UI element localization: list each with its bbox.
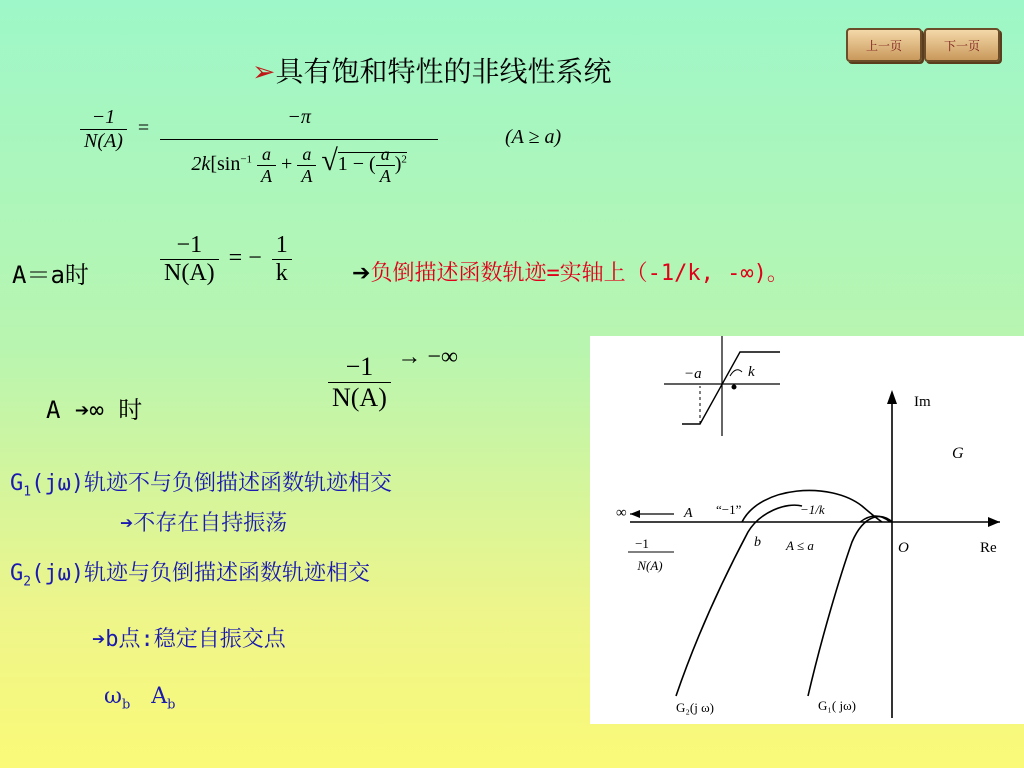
condition-text: (A ≥ a) [505,126,562,148]
case2-rhs: → −∞ [397,344,459,370]
g-label: G [952,445,964,462]
case1-rhs-den: k [275,260,288,286]
prev-page-button[interactable]: 上一页 [846,28,922,62]
minus-one-label: “−1” [716,502,742,517]
lhs-numerator: −1 [80,106,127,130]
rhs-numerator: −π [160,106,438,140]
g1-conclusion: ➔不存在自持振荡 [120,511,288,536]
case1-rhs-num: 1 [272,232,292,260]
b-point-label: b [754,535,761,550]
b-point-statement: ➔b点:稳定自振交点 [92,627,286,652]
sat-k-label: k [748,364,755,380]
case2-numerator: −1 [328,352,391,383]
case1-numerator: −1 [160,232,219,260]
case-a-equals-a-label: A＝a时 [12,261,89,289]
equals-sign: = [137,117,150,140]
im-label: Im [914,394,931,410]
oscillation-params: $\omega_b$ $A_b$ [104,684,176,713]
origin-label: O [898,540,909,556]
lhs-denominator: N(A) [84,130,123,152]
a-direction-label: A [684,506,693,521]
infinity-label: ∞ [616,505,627,521]
case2-denominator: N(A) [332,382,387,412]
g1-curve [808,517,892,696]
g2-statement: $G_2(j\omega)$轨迹与负倒描述函数轨迹相交 [10,561,371,590]
right-arrow-icon: ➔ [352,261,371,286]
neg-inv-num: −1 [635,536,649,551]
g2-curve-label: G₂(j ω) [676,700,714,715]
g2-curve [676,505,802,696]
next-page-button[interactable]: 下一页 [924,28,1000,62]
bullet-arrow-icon: ➢ [252,55,276,88]
rhs-denominator: $2k[\sin^{-1}$ $\frac{a}{A}$ + $\frac{a}{A}$ √1 − ( $\frac{a}{A}$ )$^2$ [191,144,407,186]
saturation-characteristic [664,336,780,436]
formula-case2 [328,344,458,413]
g1-curve-label: G₁( jω) [818,698,856,713]
neg-inv-den: N(A) [637,558,663,573]
formula-describing-function [80,106,438,187]
case-a-infinity-label: A ➔∞ 时 [46,396,143,424]
case1-result-text: 负倒描述函数轨迹=实轴上（-1/k, -∞)。 [370,261,789,286]
nyquist-figure [590,336,1024,724]
title-text: 具有饱和特性的非线性系统 [275,55,612,88]
formula-case1: $\frac{-1}{N(A)}$ = − $\frac{1}{k}$ [160,232,292,287]
case1-result [352,256,789,287]
a-le-a-label: A ≤ a [786,538,814,553]
re-label: Re [980,540,997,556]
re-axis-arrow-icon [988,517,1000,527]
case1-denominator: N(A) [164,260,215,286]
minus-one-over-k-label: −1/k [800,502,825,517]
im-axis-arrow-icon [887,390,897,404]
sat-minus-a-label: −a [684,366,702,382]
g1-statement: $G_1(j\omega)$轨迹不与负倒描述函数轨迹相交 [10,471,393,500]
page-title [252,50,611,90]
left-arrow-icon [630,510,640,518]
